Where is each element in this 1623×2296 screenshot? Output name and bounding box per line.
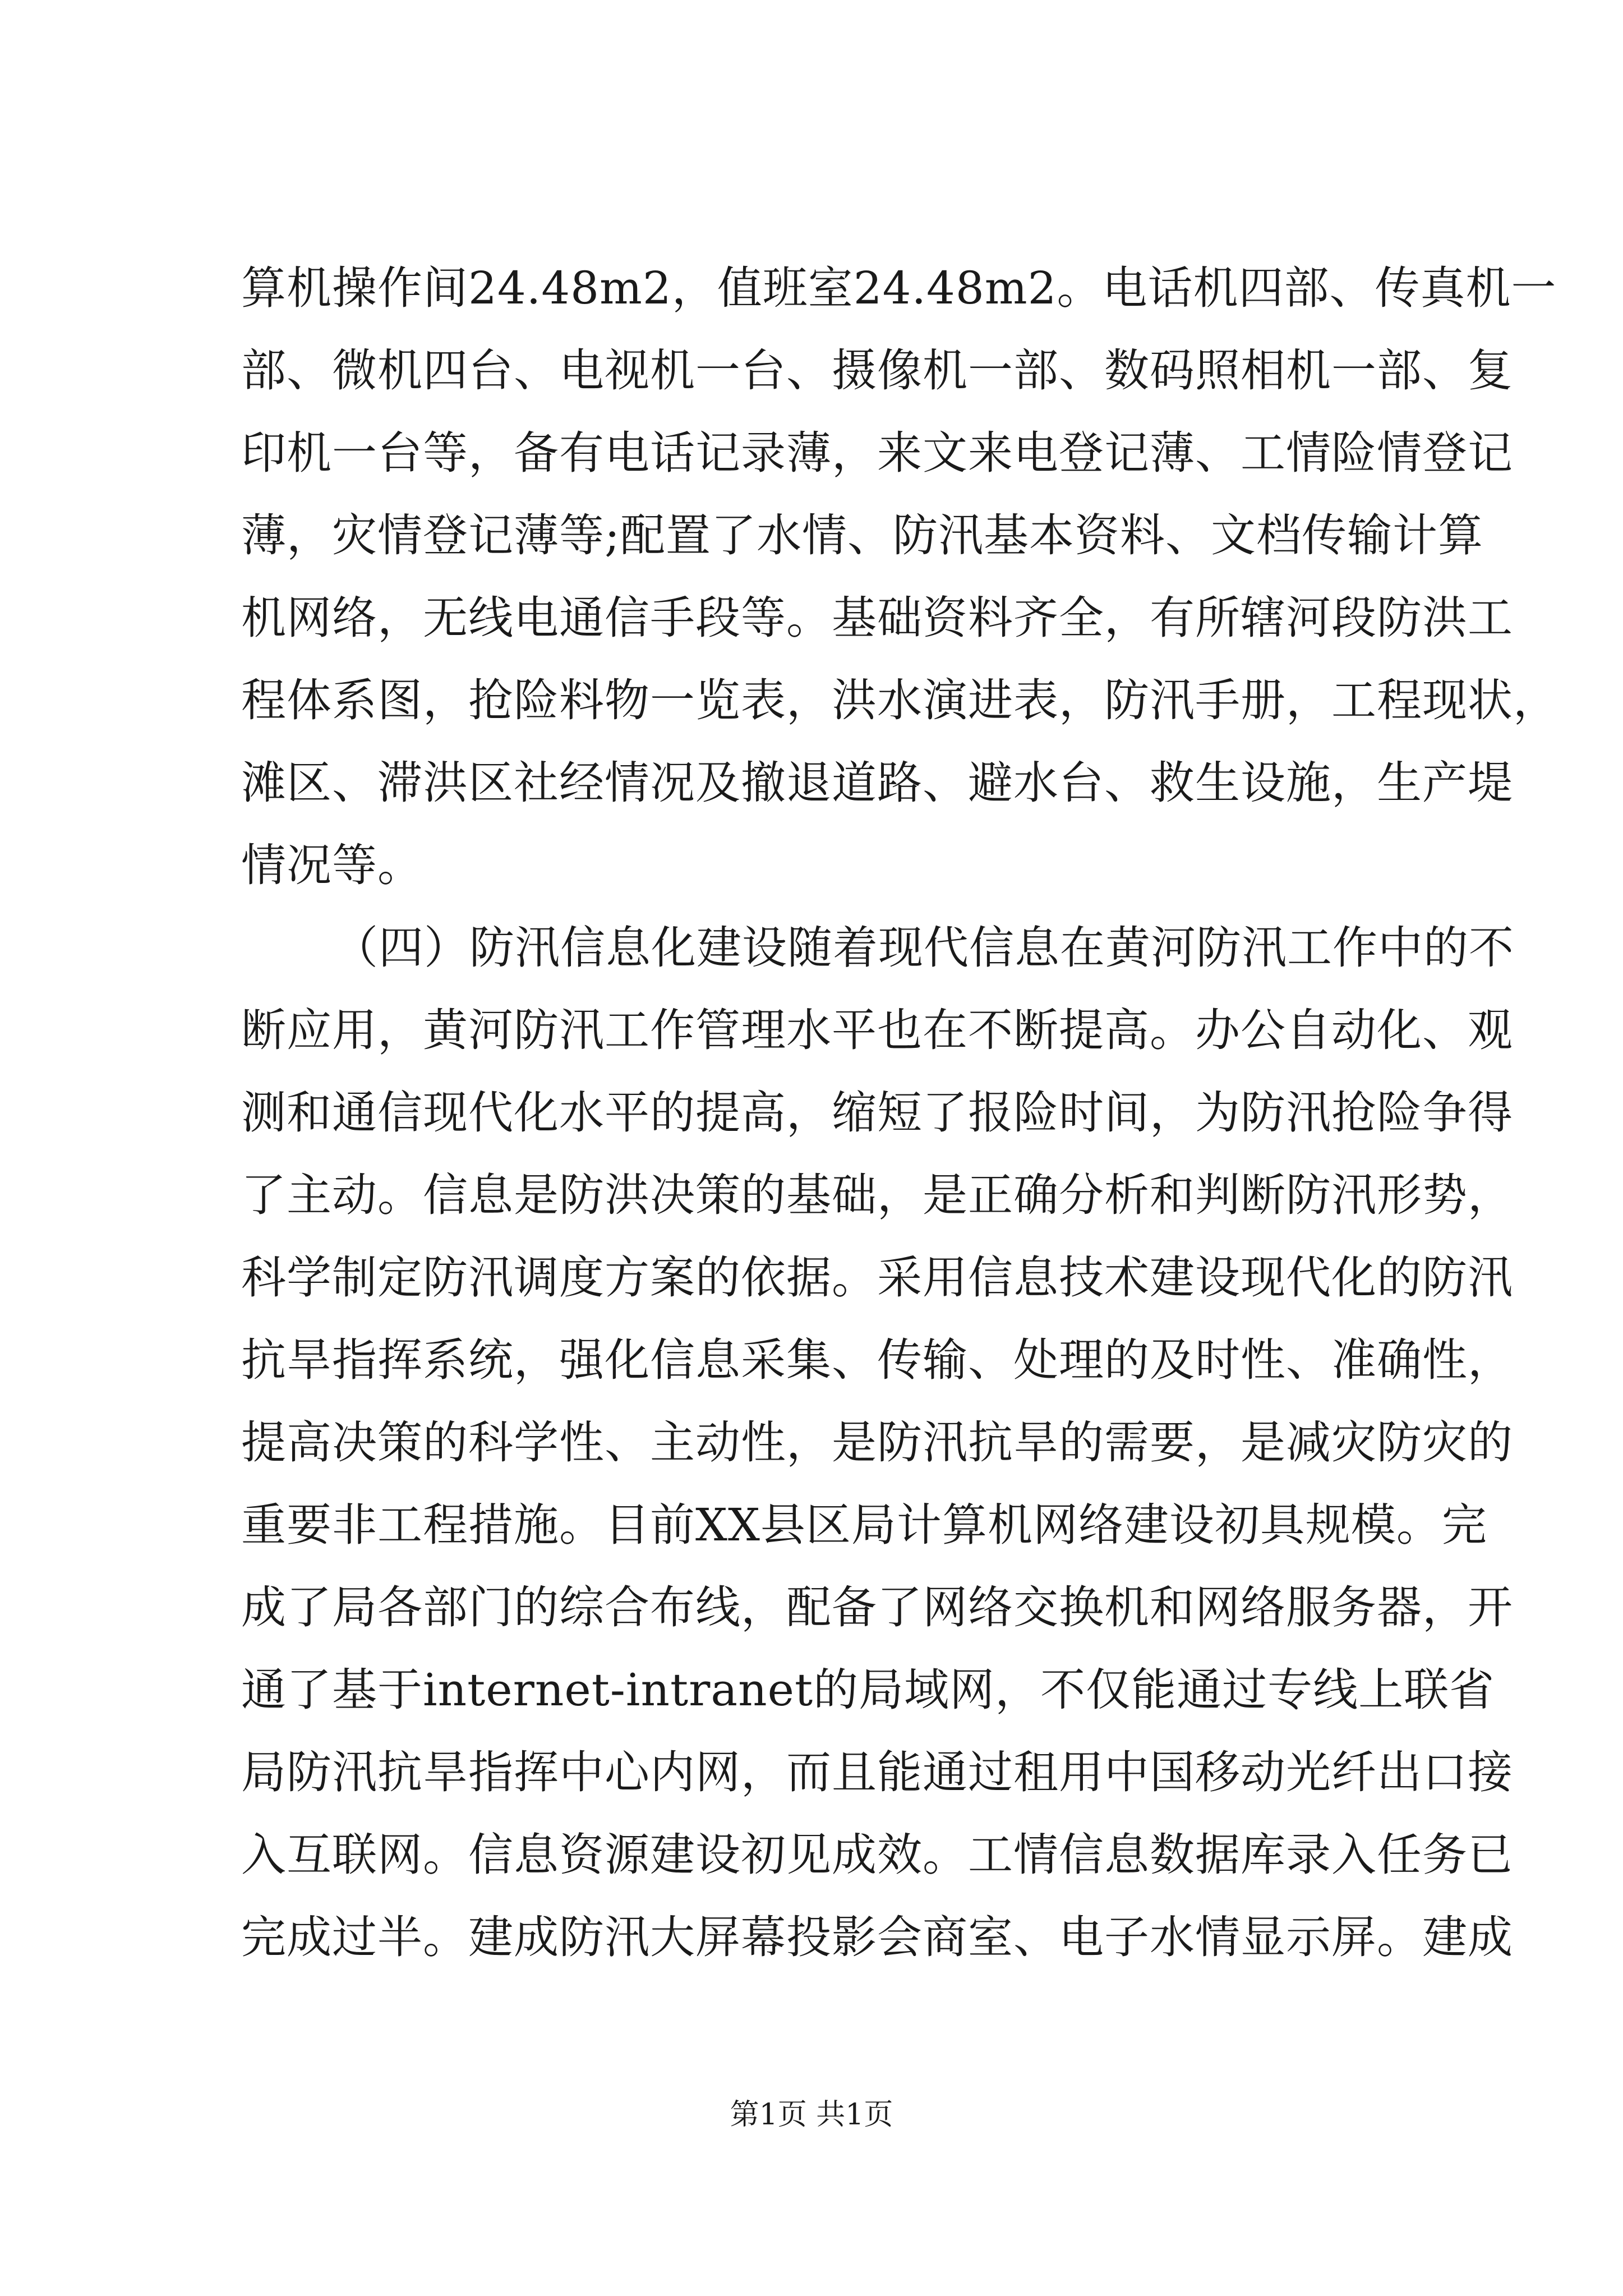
text-line: 了主动。信息是防洪决策的基础，是正确分析和判断防汛形势， <box>241 1169 1513 1221</box>
text-line: 断应用，黄河防汛工作管理水平也在不断提高。办公自动化、观 <box>241 1004 1513 1056</box>
text-line: 算机操作间24.48m2，值班室24.48m2。电话机四部、传真机一 <box>241 262 1557 314</box>
paragraph-2 <box>241 907 1514 1978</box>
text-line: 科学制定防汛调度方案的依据。采用信息技术建设现代化的防汛 <box>241 1251 1513 1304</box>
text-line: 情况等。 <box>241 839 423 891</box>
text-line: 局防汛抗旱指挥中心内网，而且能通过租用中国移动光纤出口接 <box>241 1746 1513 1798</box>
text-line: 部、微机四台、电视机一台、摄像机一部、数码照相机一部、复 <box>241 344 1513 397</box>
text-line: 完成过半。建成防汛大屏幕投影会商室、电子水情显示屏。建成 <box>241 1911 1513 1963</box>
text-line: 程体系图，抢险料物一览表，洪水演进表，防汛手册，工程现状， <box>241 674 1559 726</box>
text-line: （四）防汛信息化建设随着现代信息在黄河防汛工作中的不 <box>333 922 1514 974</box>
page-footer <box>0 2095 1623 2134</box>
body-text <box>241 247 1559 1978</box>
text-line: 重要非工程措施。目前XX县区局计算机网络建设初具规模。完 <box>241 1499 1487 1551</box>
text-line: 成了局各部门的综合布线，配备了网络交换机和网络服务器，开 <box>241 1581 1513 1634</box>
text-line: 入互联网。信息资源建设初见成效。工情信息数据库录入任务已 <box>241 1829 1513 1881</box>
text-line: 通了基于internet-intranet的局域网，不仅能通过专线上联省 <box>241 1664 1495 1716</box>
paragraph-1 <box>241 247 1559 907</box>
text-line: 测和通信现代化水平的提高，缩短了报险时间，为防汛抢险争得 <box>241 1087 1513 1139</box>
text-line: 机网络，无线电通信手段等。基础资料齐全，有所辖河段防洪工 <box>241 592 1513 644</box>
text-line: 提高决策的科学性、主动性，是防汛抗旱的需要，是减灾防灾的 <box>241 1416 1513 1469</box>
page-number: 第1页 共1页 <box>730 2098 893 2132</box>
text-line: 薄，灾情登记薄等;配置了水情、防汛基本资料、文档传输计算 <box>241 509 1483 562</box>
text-line: 抗旱指挥系统，强化信息采集、传输、处理的及时性、准确性， <box>241 1334 1513 1386</box>
text-line: 印机一台等，备有电话记录薄，来文来电登记薄、工情险情登记 <box>241 427 1513 479</box>
text-line: 滩区、滞洪区社经情况及撤退道路、避水台、救生设施，生产堤 <box>241 757 1513 809</box>
